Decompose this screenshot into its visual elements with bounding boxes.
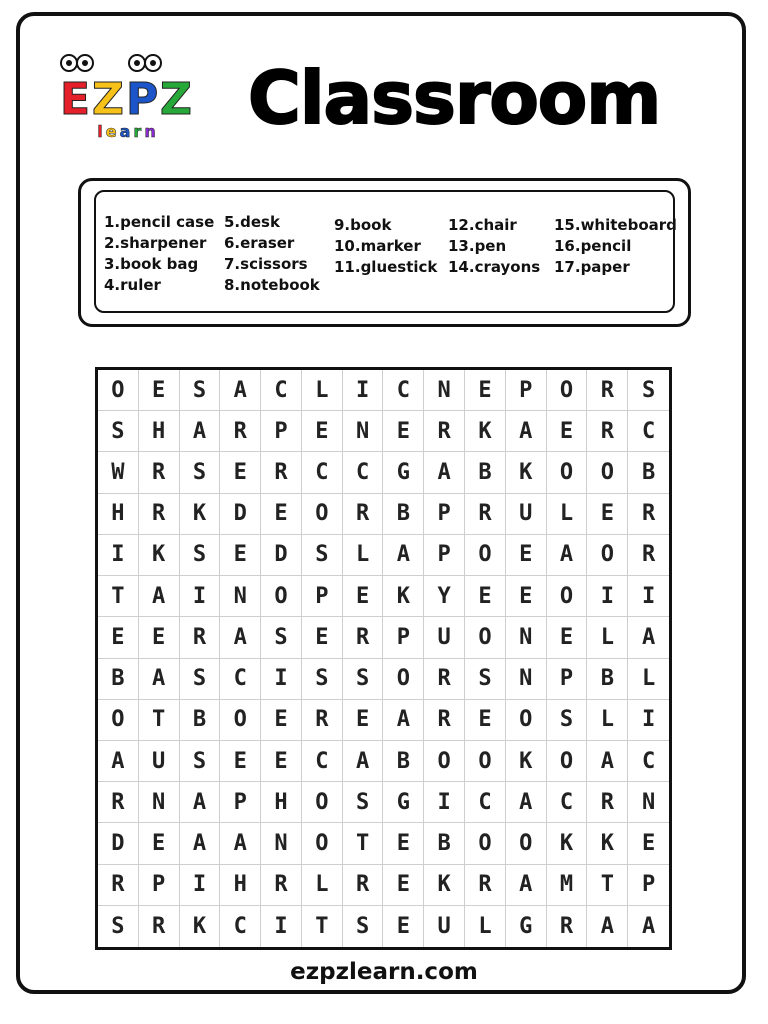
grid-cell[interactable]: R bbox=[465, 865, 506, 906]
word-item: 2.sharpener bbox=[104, 234, 207, 252]
grid-cell[interactable]: S bbox=[261, 617, 302, 658]
grid-cell[interactable]: I bbox=[628, 576, 669, 617]
grid-cell[interactable]: P bbox=[220, 782, 261, 823]
word-item: 8.notebook bbox=[224, 276, 320, 294]
grid-cell[interactable]: U bbox=[506, 494, 547, 535]
grid-cell[interactable]: A bbox=[506, 411, 547, 452]
grid-cell[interactable]: E bbox=[506, 576, 547, 617]
grid-cell[interactable]: S bbox=[180, 741, 221, 782]
grid-cell[interactable]: Y bbox=[424, 576, 465, 617]
grid-cell[interactable]: O bbox=[220, 700, 261, 741]
grid-cell[interactable]: A bbox=[547, 535, 588, 576]
grid-cell[interactable]: R bbox=[547, 906, 588, 947]
grid-cell[interactable]: I bbox=[180, 865, 221, 906]
grid-cell[interactable]: O bbox=[547, 576, 588, 617]
grid-cell[interactable]: O bbox=[261, 576, 302, 617]
grid-cell[interactable]: A bbox=[343, 741, 384, 782]
grid-cell[interactable]: M bbox=[547, 865, 588, 906]
grid-cell[interactable]: P bbox=[302, 576, 343, 617]
word-item: 12.chair bbox=[448, 216, 517, 234]
grid-cell[interactable]: L bbox=[465, 906, 506, 947]
grid-cell[interactable]: A bbox=[383, 700, 424, 741]
grid-cell[interactable]: R bbox=[261, 452, 302, 493]
grid-cell[interactable]: A bbox=[220, 617, 261, 658]
word-item: 3.book bag bbox=[104, 255, 199, 273]
grid-cell[interactable]: R bbox=[424, 411, 465, 452]
grid-cell[interactable]: R bbox=[465, 494, 506, 535]
grid-cell[interactable]: R bbox=[343, 865, 384, 906]
grid-cell[interactable]: E bbox=[547, 411, 588, 452]
grid-cell[interactable]: S bbox=[98, 411, 139, 452]
grid-cell[interactable]: A bbox=[180, 782, 221, 823]
grid-cell[interactable]: P bbox=[424, 494, 465, 535]
word-item: 11.gluestick bbox=[334, 258, 438, 276]
grid-cell[interactable]: K bbox=[180, 906, 221, 947]
grid-cell[interactable]: U bbox=[424, 906, 465, 947]
grid-cell[interactable]: O bbox=[98, 700, 139, 741]
grid-cell[interactable]: H bbox=[139, 411, 180, 452]
grid-cell[interactable]: A bbox=[139, 659, 180, 700]
grid-cell[interactable]: B bbox=[424, 823, 465, 864]
grid-cell[interactable]: C bbox=[302, 452, 343, 493]
grid-cell[interactable]: H bbox=[98, 494, 139, 535]
grid-cell[interactable]: E bbox=[628, 823, 669, 864]
word-column-1 bbox=[104, 212, 214, 296]
grid-cell[interactable]: K bbox=[506, 452, 547, 493]
grid-cell[interactable]: B bbox=[180, 700, 221, 741]
grid-cell[interactable]: N bbox=[139, 782, 180, 823]
word-item: 16.pencil bbox=[554, 237, 632, 255]
grid-cell[interactable]: C bbox=[261, 370, 302, 411]
grid-cell[interactable]: N bbox=[628, 782, 669, 823]
grid-cell[interactable]: E bbox=[465, 700, 506, 741]
grid-cell[interactable]: R bbox=[587, 411, 628, 452]
grid-cell[interactable]: T bbox=[139, 700, 180, 741]
grid-cell[interactable]: R bbox=[424, 659, 465, 700]
grid-cell[interactable]: O bbox=[424, 741, 465, 782]
grid-cell[interactable]: E bbox=[547, 617, 588, 658]
grid-cell[interactable]: A bbox=[424, 452, 465, 493]
grid-cell[interactable]: A bbox=[506, 865, 547, 906]
word-column-4 bbox=[448, 215, 540, 278]
grid-cell[interactable]: T bbox=[343, 823, 384, 864]
grid-cell[interactable]: O bbox=[506, 700, 547, 741]
grid-cell[interactable]: O bbox=[465, 617, 506, 658]
grid-cell[interactable]: I bbox=[424, 782, 465, 823]
grid-cell[interactable]: R bbox=[139, 906, 180, 947]
grid-cell[interactable]: K bbox=[424, 865, 465, 906]
grid-cell[interactable]: R bbox=[302, 700, 343, 741]
word-item: 15.whiteboard bbox=[554, 216, 677, 234]
grid-cell[interactable]: P bbox=[383, 617, 424, 658]
grid-cell[interactable]: A bbox=[139, 576, 180, 617]
grid-cell[interactable]: D bbox=[98, 823, 139, 864]
grid-cell[interactable]: C bbox=[220, 659, 261, 700]
word-column-3 bbox=[334, 215, 437, 278]
grid-cell[interactable]: O bbox=[302, 494, 343, 535]
word-item: 1.pencil case bbox=[104, 213, 215, 231]
grid-cell[interactable]: T bbox=[302, 906, 343, 947]
grid-cell[interactable]: K bbox=[383, 576, 424, 617]
grid-cell[interactable]: P bbox=[547, 659, 588, 700]
grid-cell[interactable]: R bbox=[587, 782, 628, 823]
grid-cell[interactable]: U bbox=[424, 617, 465, 658]
grid-cell[interactable]: I bbox=[98, 535, 139, 576]
grid-cell[interactable]: E bbox=[220, 741, 261, 782]
grid-cell[interactable]: U bbox=[139, 741, 180, 782]
grid-cell[interactable]: E bbox=[465, 576, 506, 617]
word-item: 4.ruler bbox=[104, 276, 161, 294]
grid-cell[interactable]: K bbox=[547, 823, 588, 864]
page-title: Classroom bbox=[248, 56, 661, 140]
grid-cell[interactable]: T bbox=[98, 576, 139, 617]
word-item: 17.paper bbox=[554, 258, 630, 276]
grid-cell[interactable]: C bbox=[343, 452, 384, 493]
grid-cell[interactable]: B bbox=[383, 741, 424, 782]
grid-cell[interactable]: A bbox=[587, 741, 628, 782]
grid-cell[interactable]: R bbox=[220, 411, 261, 452]
grid-cell[interactable]: R bbox=[628, 494, 669, 535]
grid-cell[interactable]: O bbox=[98, 370, 139, 411]
grid-cell[interactable]: N bbox=[261, 823, 302, 864]
grid-cell[interactable]: C bbox=[547, 782, 588, 823]
grid-cell[interactable]: E bbox=[587, 494, 628, 535]
grid-cell[interactable]: B bbox=[465, 452, 506, 493]
grid-cell[interactable]: L bbox=[302, 370, 343, 411]
grid-cell[interactable]: P bbox=[628, 865, 669, 906]
grid-cell[interactable]: S bbox=[302, 535, 343, 576]
grid-cell[interactable]: I bbox=[180, 576, 221, 617]
grid-cell[interactable]: E bbox=[302, 411, 343, 452]
grid-cell[interactable]: R bbox=[424, 700, 465, 741]
grid-cell[interactable]: G bbox=[383, 452, 424, 493]
grid-cell[interactable]: C bbox=[220, 906, 261, 947]
grid-cell[interactable]: S bbox=[465, 659, 506, 700]
grid-cell[interactable]: P bbox=[424, 535, 465, 576]
grid-cell[interactable]: O bbox=[547, 741, 588, 782]
word-bank-inner bbox=[94, 190, 675, 313]
grid-cell[interactable]: E bbox=[343, 700, 384, 741]
grid-cell[interactable]: S bbox=[547, 700, 588, 741]
grid-cell[interactable]: I bbox=[628, 700, 669, 741]
grid-cell[interactable]: N bbox=[424, 370, 465, 411]
grid-cell[interactable]: R bbox=[98, 865, 139, 906]
grid-cell[interactable]: K bbox=[180, 494, 221, 535]
logo-letter-4: Z bbox=[160, 74, 192, 125]
grid-cell[interactable]: O bbox=[465, 535, 506, 576]
grid-cell[interactable]: K bbox=[587, 823, 628, 864]
grid-cell[interactable]: K bbox=[139, 535, 180, 576]
grid-cell[interactable]: S bbox=[343, 906, 384, 947]
grid-cell[interactable]: G bbox=[383, 782, 424, 823]
left-eye-icon-2 bbox=[76, 54, 94, 72]
grid-cell[interactable]: L bbox=[302, 865, 343, 906]
grid-cell[interactable]: G bbox=[506, 906, 547, 947]
grid-cell[interactable]: O bbox=[587, 535, 628, 576]
grid-cell[interactable]: S bbox=[180, 535, 221, 576]
grid-cell[interactable]: P bbox=[139, 865, 180, 906]
grid-cell[interactable]: W bbox=[98, 452, 139, 493]
word-column-2 bbox=[224, 212, 320, 296]
grid-cell[interactable]: O bbox=[587, 452, 628, 493]
grid-cell[interactable]: C bbox=[383, 370, 424, 411]
word-item: 6.eraser bbox=[224, 234, 295, 252]
grid-cell[interactable]: E bbox=[220, 452, 261, 493]
grid-cell[interactable]: A bbox=[587, 906, 628, 947]
word-item: 7.scissors bbox=[224, 255, 308, 273]
grid-cell[interactable]: S bbox=[302, 659, 343, 700]
logo-letter-1: E bbox=[60, 74, 91, 125]
grid-cell[interactable]: O bbox=[302, 782, 343, 823]
word-item: 14.crayons bbox=[448, 258, 541, 276]
word-bank bbox=[78, 178, 691, 327]
grid-cell[interactable]: K bbox=[506, 741, 547, 782]
grid-cell[interactable]: E bbox=[302, 617, 343, 658]
grid-cell[interactable]: N bbox=[506, 659, 547, 700]
grid-cell[interactable]: E bbox=[506, 535, 547, 576]
grid-cell[interactable]: O bbox=[302, 823, 343, 864]
grid-cell[interactable]: I bbox=[343, 370, 384, 411]
grid-cell[interactable]: N bbox=[343, 411, 384, 452]
grid-cell[interactable]: A bbox=[98, 741, 139, 782]
grid-cell[interactable]: L bbox=[628, 659, 669, 700]
grid-cell[interactable]: C bbox=[302, 741, 343, 782]
grid-cell[interactable]: R bbox=[343, 617, 384, 658]
grid-cell[interactable]: N bbox=[220, 576, 261, 617]
grid-cell[interactable]: A bbox=[180, 823, 221, 864]
grid-cell[interactable]: E bbox=[139, 823, 180, 864]
grid-cell[interactable]: E bbox=[261, 700, 302, 741]
grid-cell[interactable]: H bbox=[220, 865, 261, 906]
grid-cell[interactable]: A bbox=[180, 411, 221, 452]
grid-cell[interactable]: S bbox=[628, 370, 669, 411]
grid-cell[interactable]: E bbox=[220, 535, 261, 576]
grid-cell[interactable]: R bbox=[180, 617, 221, 658]
grid-cell[interactable]: S bbox=[180, 659, 221, 700]
grid-cell[interactable]: O bbox=[547, 452, 588, 493]
grid-cell[interactable]: K bbox=[465, 411, 506, 452]
grid-cell[interactable]: L bbox=[343, 535, 384, 576]
grid-cell[interactable]: E bbox=[383, 823, 424, 864]
grid-cell[interactable]: A bbox=[506, 782, 547, 823]
grid-cell[interactable]: S bbox=[343, 659, 384, 700]
word-item: 10.marker bbox=[334, 237, 421, 255]
grid-cell[interactable]: P bbox=[261, 411, 302, 452]
grid-cell[interactable]: S bbox=[180, 370, 221, 411]
word-column-5 bbox=[554, 215, 677, 278]
grid-cell[interactable]: R bbox=[98, 782, 139, 823]
grid-cell[interactable]: C bbox=[465, 782, 506, 823]
grid-cell[interactable]: I bbox=[261, 906, 302, 947]
grid-cell[interactable]: S bbox=[180, 452, 221, 493]
grid-cell[interactable]: S bbox=[98, 906, 139, 947]
grid-cell[interactable]: B bbox=[383, 494, 424, 535]
grid-cell[interactable]: I bbox=[587, 576, 628, 617]
grid-cell[interactable]: H bbox=[261, 782, 302, 823]
logo-subtitle: learn bbox=[97, 122, 159, 141]
grid-cell[interactable]: R bbox=[628, 535, 669, 576]
logo-letter-2: Z bbox=[92, 74, 124, 125]
grid-cell[interactable]: O bbox=[547, 370, 588, 411]
grid-cell[interactable]: A bbox=[383, 535, 424, 576]
right-eye-icon-2 bbox=[144, 54, 162, 72]
ezpz-logo bbox=[56, 50, 196, 142]
grid-cell[interactable]: A bbox=[641, 913, 656, 939]
grid-cell[interactable]: L bbox=[587, 700, 628, 741]
grid-cell[interactable]: E bbox=[465, 370, 506, 411]
grid-cell[interactable]: R bbox=[343, 494, 384, 535]
grid-cell[interactable]: S bbox=[343, 782, 384, 823]
site-footer: ezpzlearn.com bbox=[290, 959, 478, 985]
grid-cell[interactable]: E bbox=[383, 906, 424, 947]
grid-cell[interactable]: D bbox=[220, 494, 261, 535]
grid-cell[interactable]: E bbox=[98, 617, 139, 658]
grid-cell[interactable]: E bbox=[383, 865, 424, 906]
grid-cell[interactable]: E bbox=[261, 494, 302, 535]
grid-cell[interactable]: R bbox=[261, 865, 302, 906]
grid-cell[interactable]: I bbox=[261, 659, 302, 700]
grid-cell[interactable]: L bbox=[547, 494, 588, 535]
grid-cell[interactable]: T bbox=[587, 865, 628, 906]
logo-letter-3: P bbox=[126, 74, 159, 125]
grid-cell[interactable]: C bbox=[628, 741, 669, 782]
grid-cell[interactable]: O bbox=[506, 823, 547, 864]
grid-cell[interactable]: C bbox=[628, 411, 669, 452]
grid-cell[interactable]: E bbox=[383, 411, 424, 452]
grid-cell[interactable]: R bbox=[139, 452, 180, 493]
grid-cell[interactable]: L bbox=[587, 617, 628, 658]
word-search-grid bbox=[95, 367, 672, 950]
grid-cell[interactable]: O bbox=[465, 823, 506, 864]
grid-cell[interactable]: E bbox=[139, 617, 180, 658]
grid-cell[interactable]: A bbox=[220, 823, 261, 864]
word-item: 9.book bbox=[334, 216, 392, 234]
grid-cell[interactable]: B bbox=[628, 452, 669, 493]
grid-cell[interactable]: O bbox=[465, 741, 506, 782]
grid-cell[interactable]: D bbox=[261, 535, 302, 576]
grid-cell[interactable]: B bbox=[98, 659, 139, 700]
grid-cell[interactable]: R bbox=[139, 494, 180, 535]
grid-cell[interactable]: B bbox=[587, 659, 628, 700]
grid-cell[interactable]: A bbox=[628, 617, 669, 658]
grid-cell[interactable]: E bbox=[343, 576, 384, 617]
grid-cell[interactable]: O bbox=[383, 659, 424, 700]
grid-cell[interactable]: E bbox=[139, 370, 180, 411]
word-item: 5.desk bbox=[224, 213, 280, 231]
grid-cell[interactable]: P bbox=[506, 370, 547, 411]
grid-cell[interactable]: A bbox=[220, 370, 261, 411]
grid-cell[interactable]: N bbox=[506, 617, 547, 658]
word-item: 13.pen bbox=[448, 237, 507, 255]
grid-cell[interactable]: R bbox=[587, 370, 628, 411]
grid-cell[interactable]: E bbox=[261, 741, 302, 782]
